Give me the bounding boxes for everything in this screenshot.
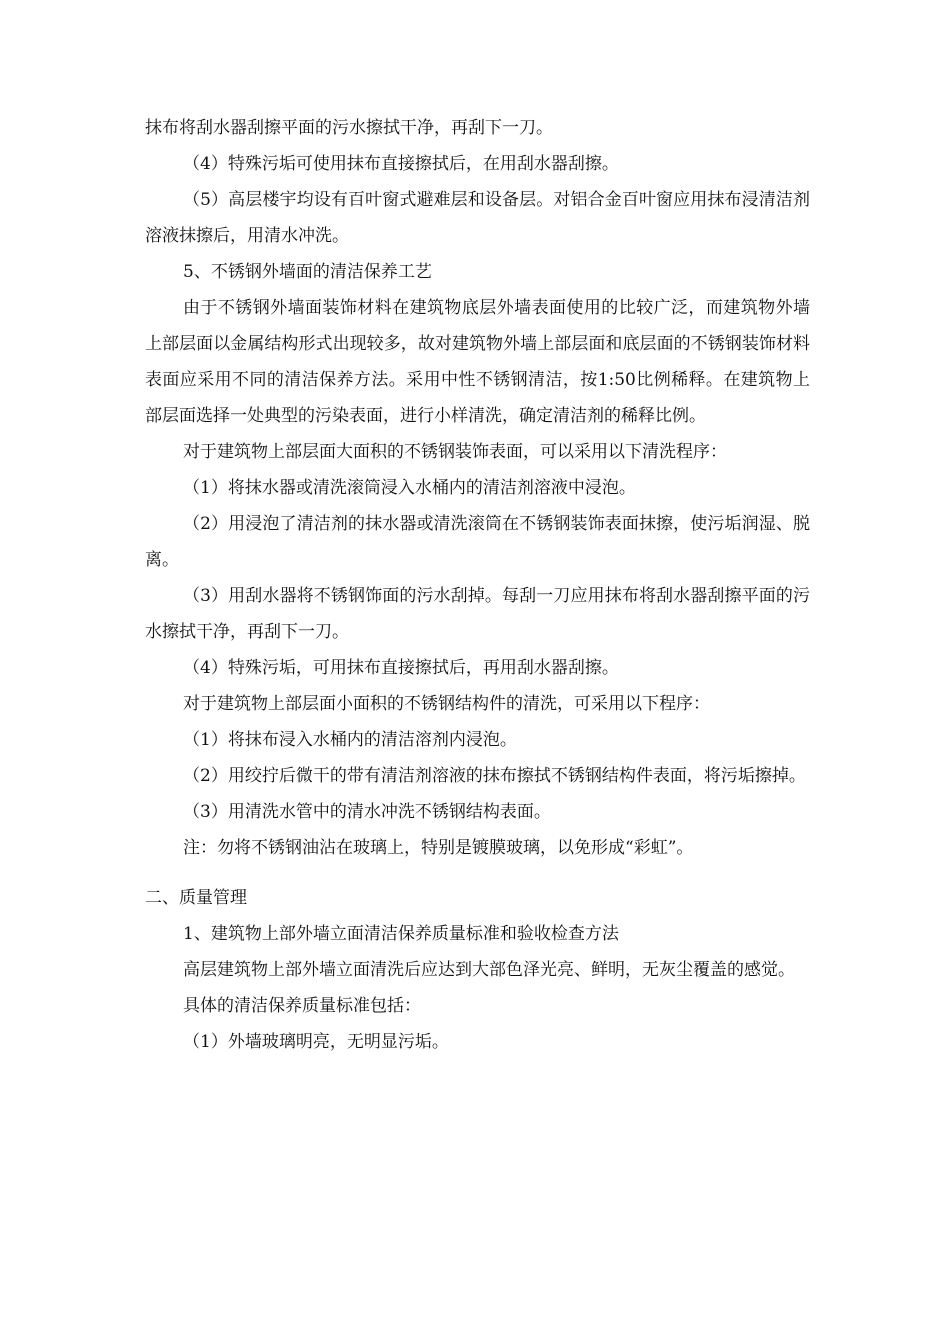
paragraph-stainless-intro: 由于不锈钢外墙面装饰材料在建筑物底层外墙表面使用的比较广泛，而建筑物外墙上部层面以金属结构形式出现较多，故对建筑物外墙上部层面和底层面的不锈钢装饰材料表面应采用不同的清洁保养方法。采用中性不锈钢清洁，按1:50比例稀释。在建筑物上部层面选择一处典型的污染表面，进行小样清洗，确定清洁剂的稀释比例。 (145, 298, 810, 426)
section-heading-stainless-steel: 5、不锈钢外墙面的清洁保养工艺 (183, 262, 432, 282)
note-paragraph: 注：勿将不锈钢油沾在玻璃上，特别是镀膜玻璃，以免形成“彩虹”。 (183, 838, 694, 858)
document-body (145, 110, 810, 1060)
list-item-3b: （3）用清洗水管中的清水冲洗不锈钢结构表面。 (183, 802, 551, 822)
paragraph-standards-intro: 具体的清洁保养质量标准包括： (183, 996, 421, 1016)
list-item-2b: （2）用绞拧后微干的带有清洁剂溶液的抹布擦拭不锈钢结构件表面，将污垢擦掉。 (183, 766, 806, 786)
list-item-1b: （1）将抹布浸入水桶内的清洁溶剂内浸泡。 (183, 730, 517, 750)
subsection-heading-standards: 1、建筑物上部外墙立面清洁保养质量标准和验收检查方法 (183, 924, 619, 944)
list-item-3: （3）用刮水器将不锈钢饰面的污水刮掉。每刮一刀应用抹布将刮水器刮擦平面的污水擦拭干净，再刮下一刀。 (145, 586, 810, 642)
list-item-5: （5）高层楼宇均设有百叶窗式避难层和设备层。对铝合金百叶窗应用抹布浸清洁剂溶液抹擦后，用清水冲洗。 (145, 190, 810, 246)
section-gap (145, 866, 810, 880)
list-item-2: （2）用浸泡了清洁剂的抹水器或清洗滚筒在不锈钢装饰表面抹擦，使污垢润湿、脱离。 (145, 514, 810, 570)
list-item-4b: （4）特殊污垢，可用抹布直接擦拭后，再用刮水器刮擦。 (183, 658, 619, 678)
paragraph-continuation: 抹布将刮水器刮擦平面的污水擦拭干净，再刮下一刀。 (145, 118, 553, 138)
list-item-1c: （1）外墙玻璃明亮，无明显污垢。 (183, 1032, 449, 1052)
list-item-1: （1）将抹水器或清洗滚筒浸入水桶内的清洁剂溶液中浸泡。 (183, 478, 636, 498)
list-item-4: （4）特殊污垢可使用抹布直接擦拭后，在用刮水器刮擦。 (183, 154, 619, 174)
paragraph-large-area-procedure: 对于建筑物上部层面大面积的不锈钢装饰表面，可以采用以下清洗程序： (183, 442, 727, 462)
paragraph-quality-goal: 高层建筑物上部外墙立面清洗后应达到大部色泽光亮、鲜明，无灰尘覆盖的感觉。 (183, 960, 795, 980)
paragraph-small-area-procedure: 对于建筑物上部层面小面积的不锈钢结构件的清洗，可采用以下程序： (183, 694, 710, 714)
section-heading-quality: 二、质量管理 (145, 888, 247, 908)
